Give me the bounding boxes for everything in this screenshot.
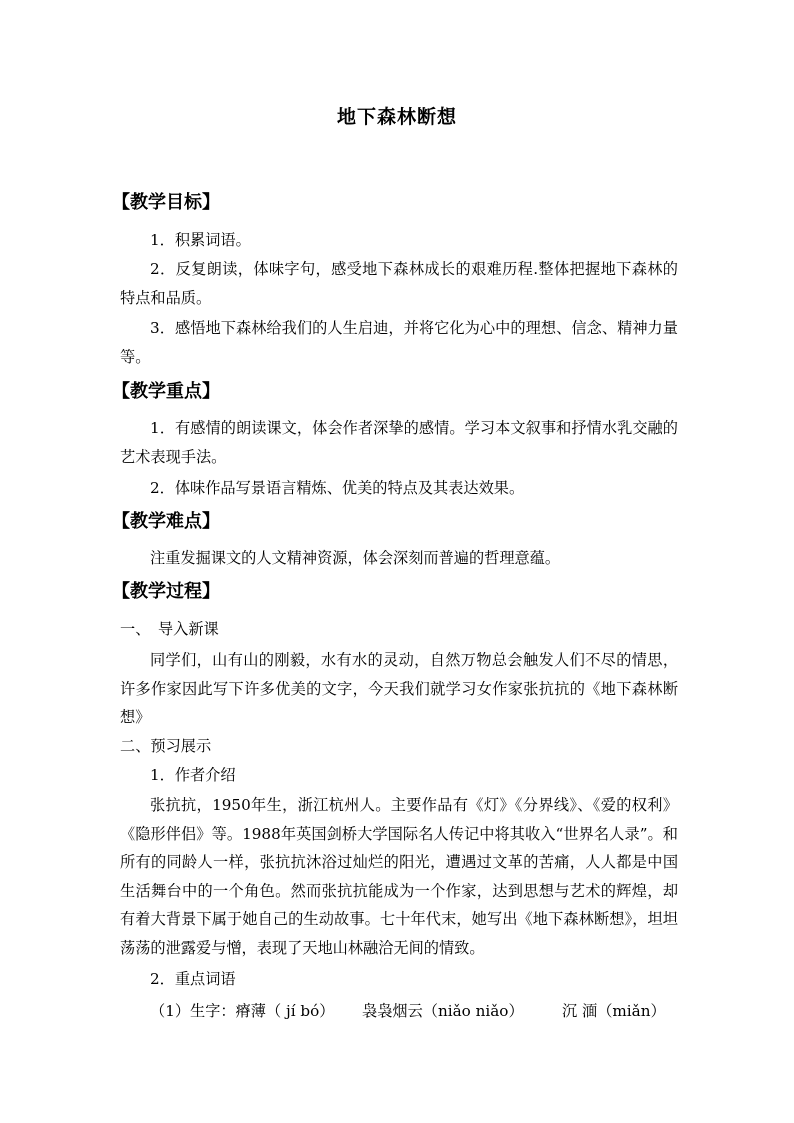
author-heading: 1．作者介绍 (150, 766, 236, 784)
focus-heading: 【教学重点】 (112, 381, 220, 402)
vocab-heading: 2．重点词语 (150, 970, 236, 988)
process-heading: 【教学过程】 (112, 581, 220, 602)
vocab-item-3: 沉 湎（miǎn） (562, 1002, 666, 1020)
goal-item-3: 3．感悟地下森林给我们的人生启迪，并将它化为心中的理想、信念、精神力量等。 (120, 319, 678, 366)
step1-text: 同学们，山有山的刚毅，水有水的灵动，自然万物总会触发人们不尽的情思，许多作家因此写下许多优美的文字，今天我们就学习女作家张抗抗的《地下森林断想》 (120, 651, 678, 726)
step2-heading: 二、预习展示 (120, 737, 212, 755)
difficulty-text: 注重发掘课文的人文精神资源，体会深刻而普遍的哲理意蕴。 (150, 549, 561, 567)
goal-item-2: 2．反复朗读，体味字句，感受地下森林成长的艰难历程.整体把握地下森林的特点和品质。 (120, 260, 678, 307)
goals-heading: 【教学目标】 (112, 192, 220, 213)
author-text: 张抗抗，1950年生，浙江杭州人。主要作品有《灯》《分界线》、《爱的权利》《隐形伴侣》等。1988年英国剑桥大学国际名人传记中将其收入“世界名人录”。和所有的同龄人一样，张抗抗沐浴过灿烂的阳光，遭遇过文革的苦痛，人人都是中国生活舞台中的一个角色。然而张抗抗能成为一个作家，达到思想与艺术的辉煌，却有着大背景下属于她自己的生动故事。七十年代末，她写出《地下森林断想》，坦坦荡荡的泄露爱与憎，表现了天地山林融洽无间的情致。 (120, 796, 678, 957)
difficulty-heading: 【教学难点】 (112, 511, 220, 532)
vocab-item-2: 袅袅烟云（niǎo niǎo） (362, 1002, 524, 1020)
goal-item-1: 1．积累词语。 (150, 231, 251, 249)
step1-heading: 一、 导入新课 (120, 620, 219, 638)
focus-item-2: 2．体味作品写景语言精炼、优美的特点及其表达效果。 (150, 479, 525, 497)
vocab-item-1: （1）生字：瘠薄（ jí bó） (150, 1002, 335, 1020)
focus-item-1: 1．有感情的朗读课文，体会作者深挚的感情。学习本文叙事和抒情水乳交融的艺术表现手法。 (120, 419, 678, 466)
page-title: 地下森林断想 (336, 106, 457, 128)
